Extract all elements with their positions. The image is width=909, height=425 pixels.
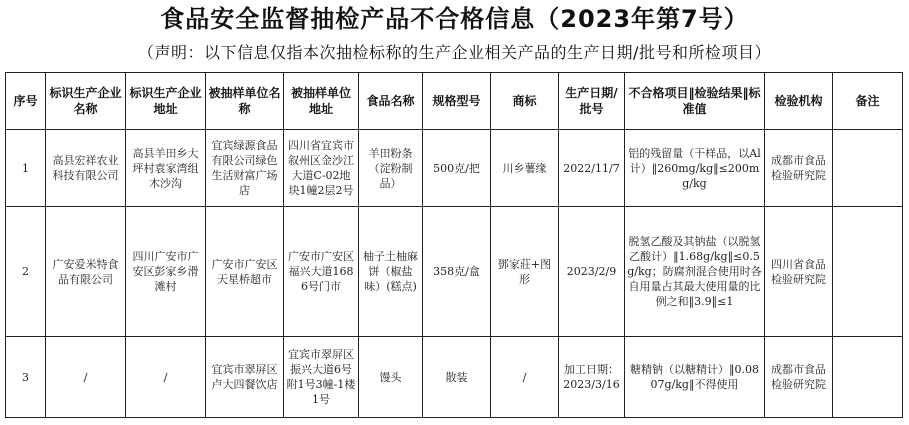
header-failed-items: 不合格项目‖检验结果‖标准值 (625, 73, 765, 130)
cell-sampled-unit-name: 广安市广安区天星桥超市 (206, 207, 284, 337)
cell-producer-address: 四川广安市广安区彭家乡滑滩村 (126, 207, 206, 337)
header-producer-name: 标识生产企业名称 (46, 73, 126, 130)
cell-failed-items: 糖精钠（以糖精计）‖0.0807g/kg‖不得使用 (625, 337, 765, 418)
header-sampled-unit-address: 被抽样单位地址 (284, 73, 359, 130)
cell-remarks (833, 207, 903, 337)
cell-producer-address: / (126, 337, 206, 418)
inspection-results-table (5, 72, 903, 418)
cell-testing-agency: 四川省食品检验研究院 (765, 207, 833, 337)
cell-food-name: 羊田粉条（淀粉制品） (359, 130, 423, 207)
cell-production-date: 加工日期：2023/3/16 (559, 337, 625, 418)
header-remarks: 备注 (833, 73, 903, 130)
cell-producer-name: / (46, 337, 126, 418)
cell-food-name: 馒头 (359, 337, 423, 418)
cell-remarks (833, 130, 903, 207)
cell-food-name: 柚子土柚麻饼（椒盐味）(糕点) (359, 207, 423, 337)
cell-specification: 358克/盒 (423, 207, 491, 337)
cell-failed-items: 脱氢乙酸及其钠盐（以脱氢乙酸计）‖1.68g/kg‖≤0.5g/kg；防腐剂混合使用时各自用量占其最大使用量的比例之和‖3.9‖≤1 (625, 207, 765, 337)
cell-producer-name: 广安爱米特食品有限公司 (46, 207, 126, 337)
cell-producer-address: 高县羊田乡大坪村袁家湾组木沙沟 (126, 130, 206, 207)
cell-production-date: 2022/11/7 (559, 130, 625, 207)
cell-specification: 散装 (423, 337, 491, 418)
cell-sampled-unit-name: 宜宾绿源食品有限公司绿色生活财富广场店 (206, 130, 284, 207)
cell-production-date: 2023/2/9 (559, 207, 625, 337)
disclaimer-note: （声明：以下信息仅指本次抽检标称的生产企业相关产品的生产日期/批号和所检项目） (138, 43, 771, 62)
cell-trademark: 川乡薯缘 (491, 130, 559, 207)
header-specification: 规格型号 (423, 73, 491, 130)
table-row (6, 337, 903, 418)
header-testing-agency: 检验机构 (765, 73, 833, 130)
cell-testing-agency: 成都市食品检验研究院 (765, 130, 833, 207)
cell-producer-name: 高县宏祥农业科技有限公司 (46, 130, 126, 207)
header-food-name: 食品名称 (359, 73, 423, 130)
cell-trademark: / (491, 337, 559, 418)
cell-sampled-unit-name: 宜宾市翠屏区卢大四餐饮店 (206, 337, 284, 418)
table-row (6, 207, 903, 337)
cell-trademark: 鄧家莊+图形 (491, 207, 559, 337)
cell-serial-no: 3 (6, 337, 46, 418)
cell-remarks (833, 337, 903, 418)
cell-failed-items: 铝的残留量（干样品，以Al计）‖260mg/kg‖≤200mg/kg (625, 130, 765, 207)
table-header-row (6, 73, 903, 130)
cell-serial-no: 2 (6, 207, 46, 337)
page-title: 食品安全监督抽检产品不合格信息（2023年第7号） (160, 5, 749, 33)
header-producer-address: 标识生产企业地址 (126, 73, 206, 130)
table-row (6, 130, 903, 207)
cell-serial-no: 1 (6, 130, 46, 207)
cell-sampled-unit-address: 四川省宜宾市叙州区金沙江大道C-02地块1幢2层2号 (284, 130, 359, 207)
cell-testing-agency: 成都市食品检验研究院 (765, 337, 833, 418)
header-production-date: 生产日期/批号 (559, 73, 625, 130)
cell-sampled-unit-address: 宜宾市翠屏区振兴大道6号附1号3幢-1楼1号 (284, 337, 359, 418)
header-sampled-unit-name: 被抽样单位名称 (206, 73, 284, 130)
header-serial-no: 序号 (6, 73, 46, 130)
header-trademark: 商标 (491, 73, 559, 130)
cell-specification: 500克/把 (423, 130, 491, 207)
cell-sampled-unit-address: 广安市广安区福兴大道1686号门市 (284, 207, 359, 337)
